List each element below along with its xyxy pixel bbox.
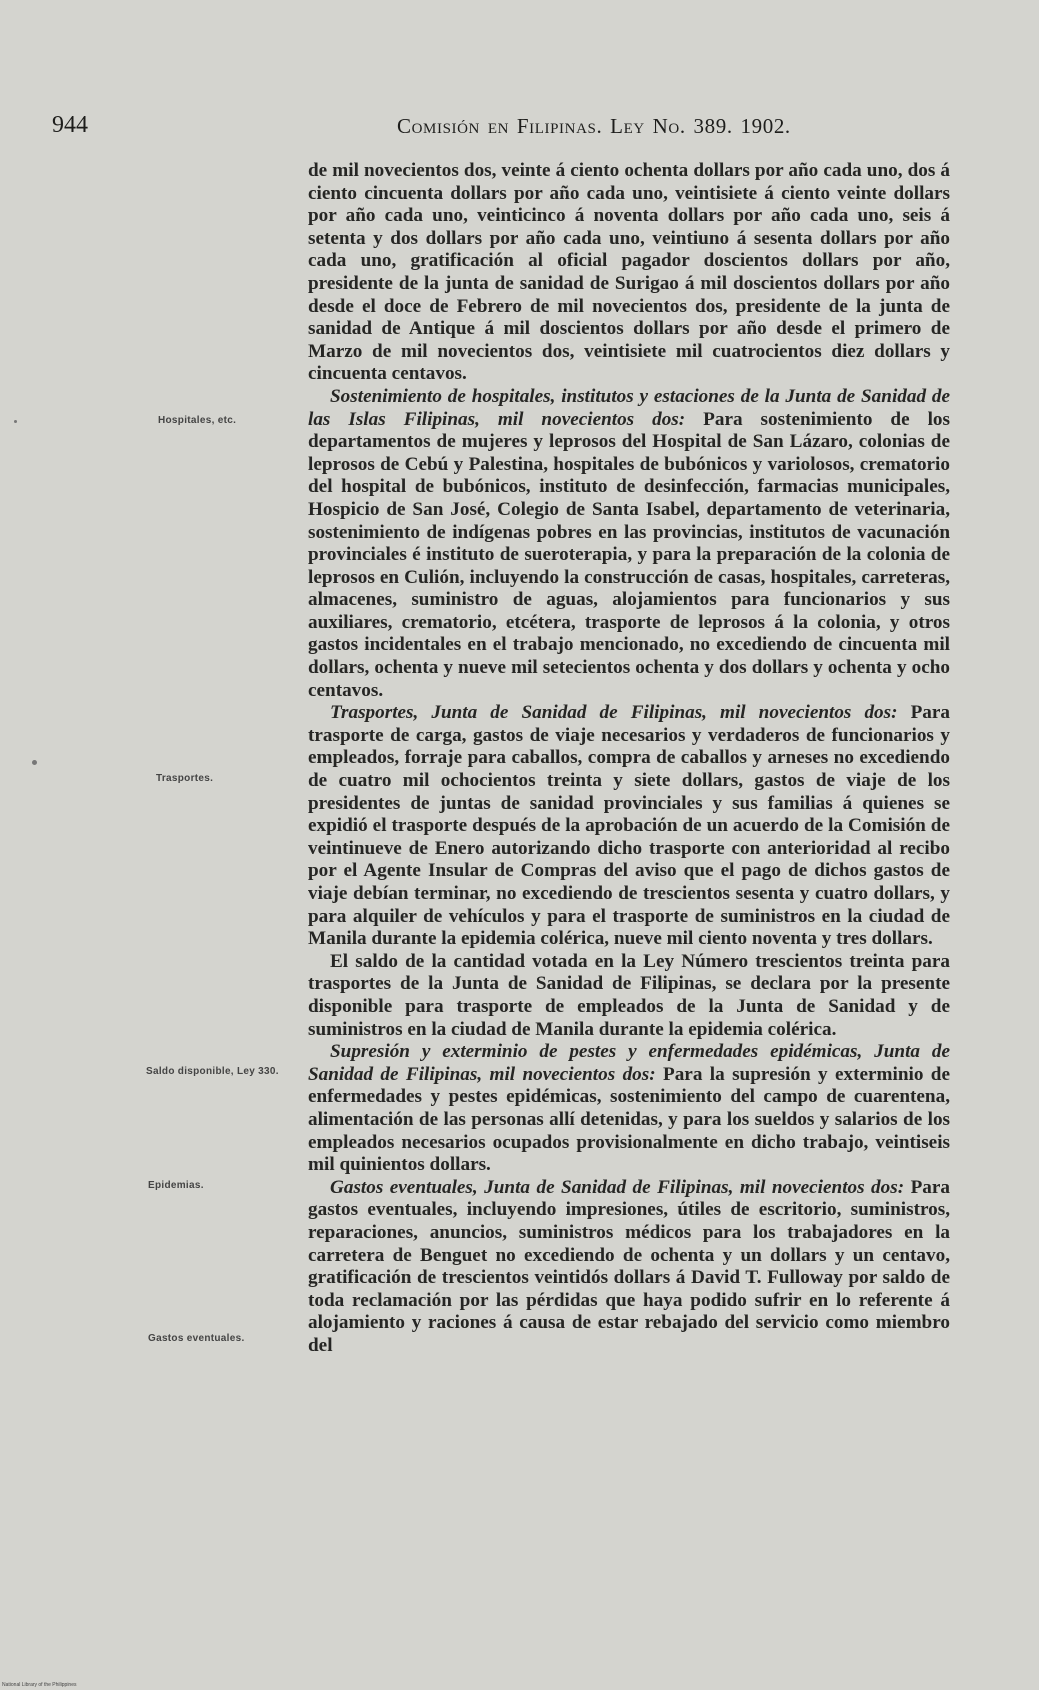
paragraph-text: El saldo de la cantidad votada en la Ley Número trescientos treinta para trasportes de la Junta de Sanidad de Filipinas, se declara por la presente disponible para trasporte de empleados de la Junta de Sanidad y de suministros en la ciudad de Manila durante la epidemia colérica. bbox=[308, 950, 950, 1040]
paragraph bbox=[308, 951, 950, 1041]
paragraph bbox=[308, 702, 950, 951]
paragraph-text: Para trasporte de carga, gastos de viaje necesarios y verdaderos de funcionarios y empleados, forraje para caballos, compra de caballos y arneses no excediendo de cuatro mil ochocientos treinta y siete dollars, gastos de viaje de los presidentes de juntas de sanidad provinciales y sus familias á quienes se expidió el trasporte después de la aprobación de un acuerdo de la Comisión de veintinueve de Enero autorizando dicho trasporte con anterioridad al recibo por el Agente Insular de Compras del aviso que el pago de dichos gastos de viaje debían terminar, no excediendo de trescientos sesenta y cuatro dollars, y para alquiler de vehículos y para el trasporte de suministros en la ciudad de Manila durante la epidemia colérica, nueve mil ciento noventa y tres dollars. bbox=[308, 702, 950, 950]
paragraph-lead: Gastos eventuales, Junta de Sanidad de Filipinas, mil novecientos dos: bbox=[330, 1176, 905, 1198]
paragraph-text: Para gastos eventuales, incluyendo impresiones, útiles de escritorio, suministros, reparaciones, anuncios, suministros médicos para los trabajadores en la carretera de Benguet no excediendo de ochenta y un dollars y un centavo, gratificación de trescientos veintidós dollars á David T. Fulloway por saldo de toda reclamación por las pérdidas que haya podido sufrir en lo referente á alojamiento y raciones á causa de estar rebajado del servicio como miembro del bbox=[308, 1176, 950, 1356]
running-head: Comisión en Filipinas. Ley No. 389. 1902. bbox=[397, 114, 791, 138]
margin-note-gastos-eventuales: Gastos eventuales. bbox=[148, 1333, 245, 1344]
margin-note-saldo-disponible: Saldo disponible, Ley 330. bbox=[146, 1066, 279, 1077]
paragraph-lead: Supresión y exterminio de pestes y enfermedades epidémicas, Junta de Sanidad de Filipinas, mil novecientos dos: bbox=[308, 1041, 950, 1085]
dust-speck bbox=[14, 420, 17, 423]
margin-note-hospitales: Hospitales, etc. bbox=[158, 415, 237, 426]
body-text bbox=[308, 160, 950, 1357]
paragraph-text: Para sostenimiento de los departamentos de mujeres y leprosos del Hospital de San Lázaro, colonias de leprosos de Cebú y Palestina, hospitales de bubónicos y variolosos, crematorio del hospital de bubónicos, instituto de desinfección, farmacias municipales, Hospicio de San José, Colegio de Santa Isabel, departamento de veterinaria, sostenimiento de indígenas pobres en las provincias, institutos de vacunación provinciales é instituto de sueroterapia, y para la preparación de la colonia de leprosos en Culión, incluyendo la construcción de casas, hospitales, carreteras, almacenes, suministro de aguas, alojamientos para funcionarios y sus auxiliares, crematorio, etcétera, trasporte de leprosos á la colonia, y otros gastos incidentales en el trabajo mencionado, no excediendo de cincuenta mil dollars, ochenta y nueve mil setecientos ochenta y dos dollars y ochenta y ocho centavos. bbox=[308, 408, 950, 701]
paragraph-lead: Trasportes, Junta de Sanidad de Filipinas, mil novecientos dos: bbox=[330, 702, 898, 724]
paragraph bbox=[308, 160, 950, 386]
dust-speck bbox=[32, 760, 37, 765]
page-number: 944 bbox=[52, 112, 88, 138]
paragraph-lead: Sostenimiento de hospitales, institutos y estaciones de la Junta de Sanidad de las Islas Filipinas, mil novecientos dos: bbox=[308, 385, 950, 430]
paragraph-text: de mil novecientos dos, veinte á ciento ochenta dollars por año cada uno, dos á ciento cincuenta dollars por año cada uno, veintisiete á ciento veinte dollars por año cada uno, veinticinco á noventa dollars por año cada uno, seis á setenta y dos dollars por año cada uno, veintiuno á sesenta dollars por año cada uno, gratificación al oficial pagador doscientos dollars por año, presidente de la junta de sanidad de Surigao á mil doscientos dollars por año desde el doce de Febrero de mil novecientos dos, presidente de la junta de sanidad de Antique á mil doscientos dollars por año desde el primero de Marzo de mil novecientos dos, veintisiete mil cuatrocientos diez dollars y cincuenta centavos. bbox=[308, 160, 950, 385]
paragraph bbox=[308, 1177, 950, 1358]
margin-note-trasportes: Trasportes. bbox=[156, 773, 214, 784]
margin-note-epidemias: Epidemias. bbox=[148, 1180, 204, 1191]
page-header bbox=[52, 112, 872, 142]
footer-credit: National Library of the Philippines bbox=[2, 1682, 77, 1688]
paragraph bbox=[308, 386, 950, 702]
paragraph bbox=[308, 1041, 950, 1177]
paragraph-text: Para la supresión y exterminio de enfermedades y pestes epidémicas, sostenimiento del campo de cuarentena, alimentación de las personas allí detenidas, y para los sueldos y salarios de los empleados necesarios ocupados provisionalmente en dicho trabajo, veintiseis mil quinientos dollars. bbox=[308, 1063, 950, 1176]
